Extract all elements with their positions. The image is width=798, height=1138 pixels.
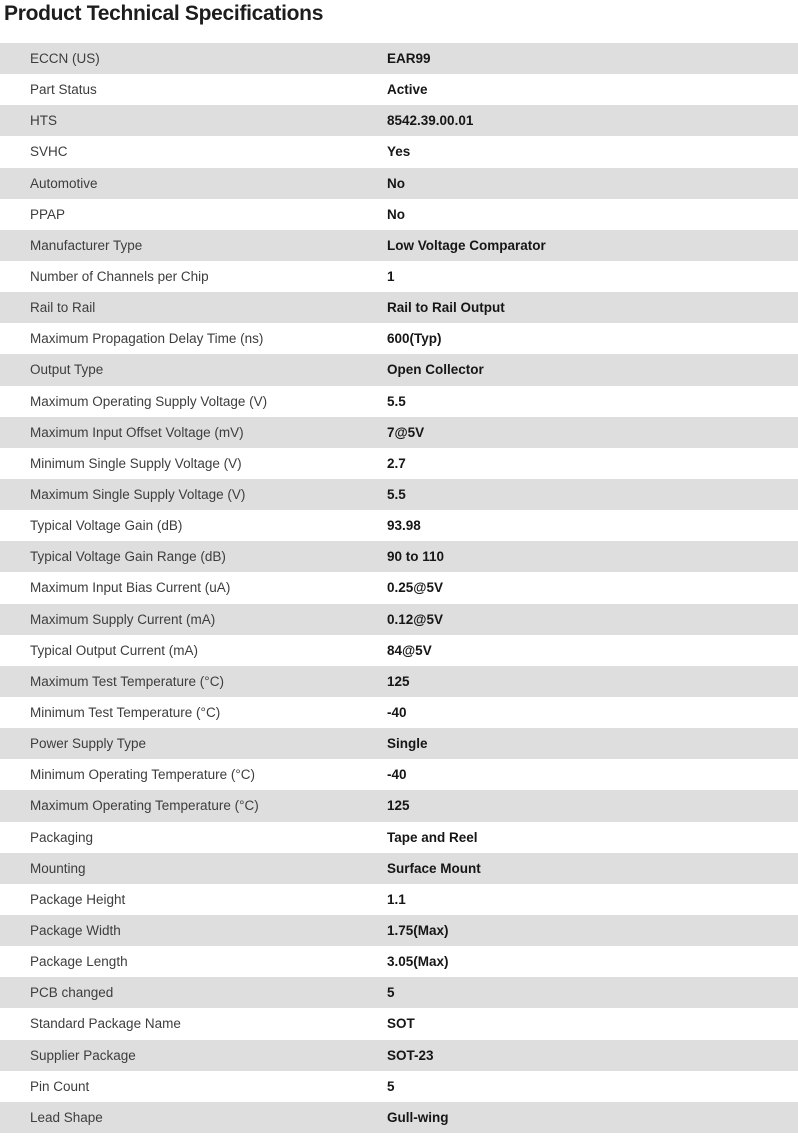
table-row bbox=[0, 759, 798, 790]
spec-value: 125 bbox=[387, 673, 410, 689]
spec-value: 0.12@5V bbox=[387, 611, 443, 627]
table-row bbox=[0, 136, 798, 167]
spec-label: Number of Channels per Chip bbox=[30, 269, 209, 285]
spec-label: Lead Shape bbox=[30, 1109, 103, 1125]
spec-label: Pin Count bbox=[30, 1078, 90, 1094]
spec-value: Yes bbox=[387, 144, 411, 160]
table-row bbox=[0, 884, 798, 915]
spec-value: Surface Mount bbox=[387, 860, 481, 876]
spec-label: ECCN (US) bbox=[30, 51, 100, 67]
table-row bbox=[0, 666, 798, 697]
table-row bbox=[0, 822, 798, 853]
spec-label: Maximum Supply Current (mA) bbox=[30, 611, 216, 627]
table-row bbox=[0, 168, 798, 199]
spec-value: -40 bbox=[387, 767, 407, 783]
spec-value: Open Collector bbox=[387, 362, 484, 378]
spec-value: 5.5 bbox=[387, 487, 406, 503]
table-row bbox=[0, 790, 798, 821]
spec-label: Maximum Input Bias Current (uA) bbox=[30, 580, 231, 596]
spec-label: Power Supply Type bbox=[30, 736, 147, 752]
spec-label: Rail to Rail bbox=[30, 300, 96, 316]
spec-value: 1 bbox=[387, 269, 395, 285]
spec-label: Manufacturer Type bbox=[30, 237, 143, 253]
table-row bbox=[0, 697, 798, 728]
spec-label: Maximum Single Supply Voltage (V) bbox=[30, 487, 246, 503]
spec-value: 125 bbox=[387, 798, 410, 814]
page-title: Product Technical Specifications bbox=[4, 2, 324, 25]
spec-label: Packaging bbox=[30, 829, 94, 845]
spec-value: Low Voltage Comparator bbox=[387, 237, 546, 253]
table-row bbox=[0, 479, 798, 510]
spec-label: Maximum Test Temperature (°C) bbox=[30, 673, 224, 689]
table-row bbox=[0, 448, 798, 479]
spec-label: Maximum Operating Temperature (°C) bbox=[30, 798, 259, 814]
table-row bbox=[0, 635, 798, 666]
spec-value: Active bbox=[387, 82, 428, 98]
table-row bbox=[0, 728, 798, 759]
table-row bbox=[0, 43, 798, 74]
spec-value: 7@5V bbox=[387, 424, 425, 440]
spec-value: 3.05(Max) bbox=[387, 954, 449, 970]
spec-value: SOT-23 bbox=[387, 1047, 434, 1063]
table-row bbox=[0, 354, 798, 385]
spec-label: Automotive bbox=[30, 175, 98, 191]
spec-label: Maximum Propagation Delay Time (ns) bbox=[30, 331, 264, 347]
table-row bbox=[0, 915, 798, 946]
spec-label: Typical Voltage Gain Range (dB) bbox=[30, 549, 226, 565]
spec-value: 5 bbox=[387, 985, 395, 1001]
table-row bbox=[0, 230, 798, 261]
table-row bbox=[0, 1008, 798, 1039]
table-row bbox=[0, 977, 798, 1008]
table-row bbox=[0, 199, 798, 230]
spec-label: Package Width bbox=[30, 923, 121, 938]
spec-label: Maximum Operating Supply Voltage (V) bbox=[30, 393, 268, 409]
spec-value: 5 bbox=[387, 1078, 395, 1094]
spec-value: 1.1 bbox=[387, 891, 406, 907]
spec-value: 1.75(Max) bbox=[387, 923, 449, 938]
spec-value: 2.7 bbox=[387, 455, 406, 471]
spec-label: Minimum Single Supply Voltage (V) bbox=[30, 455, 242, 471]
spec-value: No bbox=[387, 175, 405, 191]
table-row bbox=[0, 74, 798, 105]
spec-value: 8542.39.00.01 bbox=[387, 113, 474, 129]
table-row bbox=[0, 105, 798, 136]
table-row bbox=[0, 417, 798, 448]
table-row bbox=[0, 510, 798, 541]
spec-label: HTS bbox=[30, 113, 57, 129]
spec-label: Output Type bbox=[30, 362, 104, 378]
table-row bbox=[0, 1040, 798, 1071]
spec-table bbox=[0, 43, 798, 1133]
table-row bbox=[0, 1071, 798, 1102]
spec-value: Single bbox=[387, 736, 428, 752]
spec-label: Mounting bbox=[30, 860, 86, 876]
spec-value: Rail to Rail Output bbox=[387, 300, 505, 316]
spec-value: 90 to 110 bbox=[387, 549, 445, 565]
spec-label: Standard Package Name bbox=[30, 1016, 181, 1032]
spec-label: Typical Voltage Gain (dB) bbox=[30, 518, 183, 534]
spec-value: No bbox=[387, 206, 405, 222]
spec-value: 0.25@5V bbox=[387, 580, 443, 596]
spec-label: Package Height bbox=[30, 891, 126, 907]
spec-label: PCB changed bbox=[30, 985, 114, 1001]
spec-value: 84@5V bbox=[387, 642, 432, 658]
table-row bbox=[0, 541, 798, 572]
spec-value: -40 bbox=[387, 705, 407, 721]
spec-label: Minimum Test Temperature (°C) bbox=[30, 705, 221, 721]
spec-value: EAR99 bbox=[387, 51, 431, 67]
table-row bbox=[0, 261, 798, 292]
spec-label: Minimum Operating Temperature (°C) bbox=[30, 767, 255, 783]
table-row bbox=[0, 604, 798, 635]
table-row bbox=[0, 946, 798, 977]
table-row bbox=[0, 292, 798, 323]
spec-value: 5.5 bbox=[387, 393, 406, 409]
table-row bbox=[0, 853, 798, 884]
spec-label: Maximum Input Offset Voltage (mV) bbox=[30, 424, 244, 440]
spec-value: 93.98 bbox=[387, 518, 421, 534]
spec-label: PPAP bbox=[30, 206, 66, 222]
table-row bbox=[0, 386, 798, 417]
spec-value: SOT bbox=[387, 1016, 415, 1032]
spec-label: Package Length bbox=[30, 954, 128, 970]
spec-label: Part Status bbox=[30, 82, 97, 98]
spec-label: SVHC bbox=[30, 144, 68, 160]
table-row bbox=[0, 323, 798, 354]
table-row bbox=[0, 1102, 798, 1133]
table-row bbox=[0, 572, 798, 603]
spec-value: 600(Typ) bbox=[387, 331, 442, 347]
spec-value: Tape and Reel bbox=[387, 829, 478, 845]
spec-label: Supplier Package bbox=[30, 1047, 136, 1063]
spec-value: Gull-wing bbox=[387, 1109, 449, 1125]
spec-label: Typical Output Current (mA) bbox=[30, 642, 199, 658]
